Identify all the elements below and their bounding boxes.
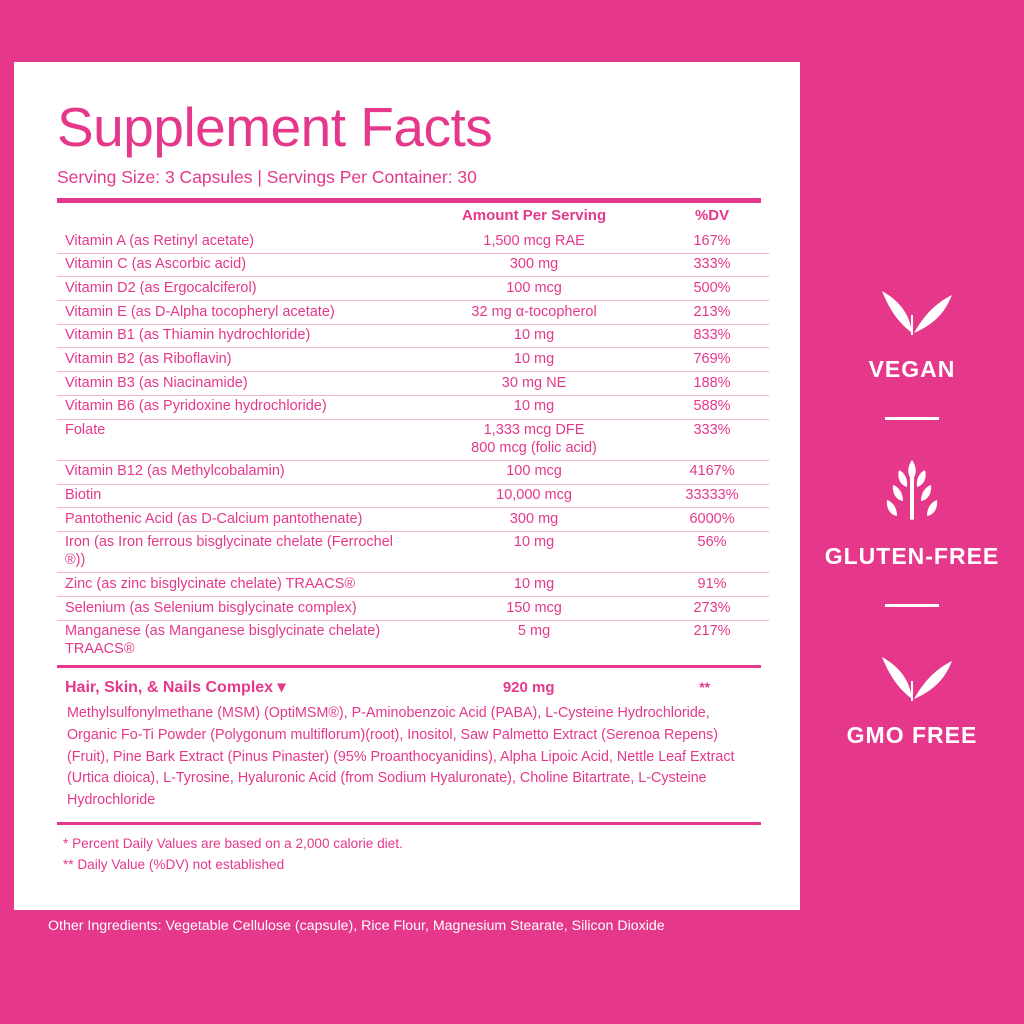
nutrient-dv: 167% bbox=[693, 232, 731, 249]
badge-label-gmo-free: GMO FREE bbox=[846, 722, 978, 748]
table-row bbox=[57, 597, 769, 621]
nutrient-dv: 188% bbox=[655, 372, 769, 396]
badge-vegan bbox=[866, 275, 958, 383]
nutrient-amount: 300 mg bbox=[413, 508, 655, 532]
nutrients-table bbox=[57, 203, 769, 661]
nutrient-amount: 150 mcg bbox=[413, 597, 655, 621]
nutrient-dv: 6000% bbox=[655, 508, 769, 532]
nutrient-dv: 333% bbox=[655, 253, 769, 277]
table-row bbox=[57, 230, 769, 253]
nutrient-amount: 5 mg bbox=[413, 620, 655, 661]
table-body bbox=[57, 230, 769, 661]
nutrient-name: Vitamin B2 (as Riboflavin) bbox=[57, 348, 413, 372]
column-header-dv: %DV bbox=[694, 206, 730, 224]
nutrient-dv: 213% bbox=[655, 301, 769, 325]
complex-row bbox=[57, 668, 761, 697]
nutrient-dv: 273% bbox=[655, 597, 769, 621]
table-row bbox=[57, 253, 769, 277]
nutrient-name: Vitamin C (as Ascorbic acid) bbox=[57, 253, 413, 277]
table-row bbox=[57, 395, 769, 419]
nutrient-amount: 1,500 mcg RAE bbox=[483, 232, 585, 249]
table-row bbox=[57, 348, 769, 372]
nutrient-dv: 588% bbox=[655, 395, 769, 419]
footnotes bbox=[53, 825, 765, 875]
nutrient-amount: 10 mg bbox=[413, 395, 655, 419]
badge-column bbox=[800, 0, 1024, 1024]
footnote-1: * Percent Daily Values are based on a 2,000 calorie diet. bbox=[63, 835, 403, 851]
table-row bbox=[57, 573, 769, 597]
complex-amount: 920 mg bbox=[502, 679, 555, 697]
nutrient-dv: 833% bbox=[655, 324, 769, 348]
complex-name: Hair, Skin, & Nails Complex ▾ bbox=[65, 679, 286, 697]
nutrient-amount: 10 mg bbox=[413, 573, 655, 597]
column-header-name bbox=[57, 203, 413, 230]
nutrient-amount: 10,000 mcg bbox=[413, 484, 655, 508]
nutrient-amount: 32 mg α-tocopherol bbox=[413, 301, 655, 325]
table-row bbox=[57, 508, 769, 532]
badge-label-gluten-free: GLUTEN-FREE bbox=[824, 543, 1000, 569]
nutrient-name: Vitamin B1 (as Thiamin hydrochloride) bbox=[57, 324, 413, 348]
nutrient-name: Iron (as Iron ferrous bisglycinate chelate (Ferrochel ®)) bbox=[57, 531, 413, 572]
nutrient-amount: 300 mg bbox=[413, 253, 655, 277]
badge-gluten-free bbox=[825, 454, 1000, 570]
nutrient-amount: 1,333 mcg DFE 800 mcg (folic acid) bbox=[413, 419, 655, 460]
badge-gmo-free bbox=[847, 641, 978, 749]
badge-divider-2 bbox=[885, 604, 939, 607]
badge-divider-1 bbox=[885, 417, 939, 420]
nutrient-amount: 10 mg bbox=[413, 324, 655, 348]
complex-ingredients: Methylsulfonylmethane (MSM) (OptiMSM®), P-Aminobenzoic Acid (PABA), L-Cysteine Hydrochloride, Organic Fo-Ti Powder (Polygonum multiflorum)(root), Inositol, Saw Palmetto Extract (Serenoa Repens)(Fruit), Pine Bark Extract (Pinus Pinaster) (95% Proanthocyanidins), Alpha Lipoic Acid, Nettle Leaf Extract (Urtica dioica), L-Tyrosine, Hyaluronic Acid (from Sodium Hyaluronate), Choline Bitartrate, L-Cysteine Hydrochloride bbox=[67, 705, 735, 808]
nutrient-name: Vitamin D2 (as Ergocalciferol) bbox=[57, 277, 413, 301]
table-row bbox=[57, 301, 769, 325]
page-title: Supplement Facts bbox=[57, 96, 493, 158]
wheat-icon bbox=[869, 454, 955, 529]
complex-dv: ** bbox=[699, 679, 711, 696]
table-row bbox=[57, 460, 769, 484]
nutrient-name: Manganese (as Manganese bisglycinate chelate) TRAACS® bbox=[57, 620, 413, 661]
table-row bbox=[57, 620, 769, 661]
nutrient-name: Vitamin B12 (as Methylcobalamin) bbox=[57, 460, 413, 484]
nutrient-dv: 33333% bbox=[655, 484, 769, 508]
nutrient-name: Selenium (as Selenium bisglycinate complex) bbox=[57, 597, 413, 621]
nutrient-dv: 769% bbox=[655, 348, 769, 372]
serving-size-line: Serving Size: 3 Capsules | Servings Per Container: 30 bbox=[57, 166, 477, 187]
table-row bbox=[57, 372, 769, 396]
table-row bbox=[57, 277, 769, 301]
nutrient-dv: 91% bbox=[655, 573, 769, 597]
leaf-icon bbox=[866, 641, 958, 708]
supplement-facts-panel bbox=[14, 62, 800, 910]
nutrient-amount: 30 mg NE bbox=[413, 372, 655, 396]
nutrient-name: Vitamin E (as D-Alpha tocopheryl acetate) bbox=[57, 301, 413, 325]
nutrient-name: Vitamin A (as Retinyl acetate) bbox=[65, 232, 255, 249]
footnote-2: ** Daily Value (%DV) not established bbox=[63, 856, 285, 872]
nutrient-name: Vitamin B3 (as Niacinamide) bbox=[57, 372, 413, 396]
other-ingredients: Other Ingredients: Vegetable Cellulose (capsule), Rice Flour, Magnesium Stearate, Silicon Dioxide bbox=[48, 918, 665, 934]
table-row bbox=[57, 531, 769, 572]
nutrient-name: Folate bbox=[57, 419, 413, 460]
column-header-amount: Amount Per Serving bbox=[461, 206, 607, 224]
nutrient-name: Pantothenic Acid (as D-Calcium pantothenate) bbox=[57, 508, 413, 532]
nutrient-name: Vitamin B6 (as Pyridoxine hydrochloride) bbox=[57, 395, 413, 419]
table-row bbox=[57, 324, 769, 348]
nutrient-name: Zinc (as zinc bisglycinate chelate) TRAACS® bbox=[57, 573, 413, 597]
nutrient-dv: 500% bbox=[655, 277, 769, 301]
table-row bbox=[57, 419, 769, 460]
nutrient-name: Biotin bbox=[57, 484, 413, 508]
nutrient-dv: 56% bbox=[655, 531, 769, 572]
leaf-icon bbox=[866, 275, 958, 342]
nutrient-amount: 10 mg bbox=[413, 531, 655, 572]
table-header bbox=[57, 203, 769, 230]
badge-label-vegan: VEGAN bbox=[868, 356, 956, 382]
nutrient-dv: 217% bbox=[655, 620, 769, 661]
nutrient-dv: 333% bbox=[655, 419, 769, 460]
table-row bbox=[57, 484, 769, 508]
nutrient-amount: 100 mcg bbox=[413, 277, 655, 301]
nutrient-amount: 100 mcg bbox=[413, 460, 655, 484]
nutrient-amount: 10 mg bbox=[413, 348, 655, 372]
nutrient-dv: 4167% bbox=[655, 460, 769, 484]
